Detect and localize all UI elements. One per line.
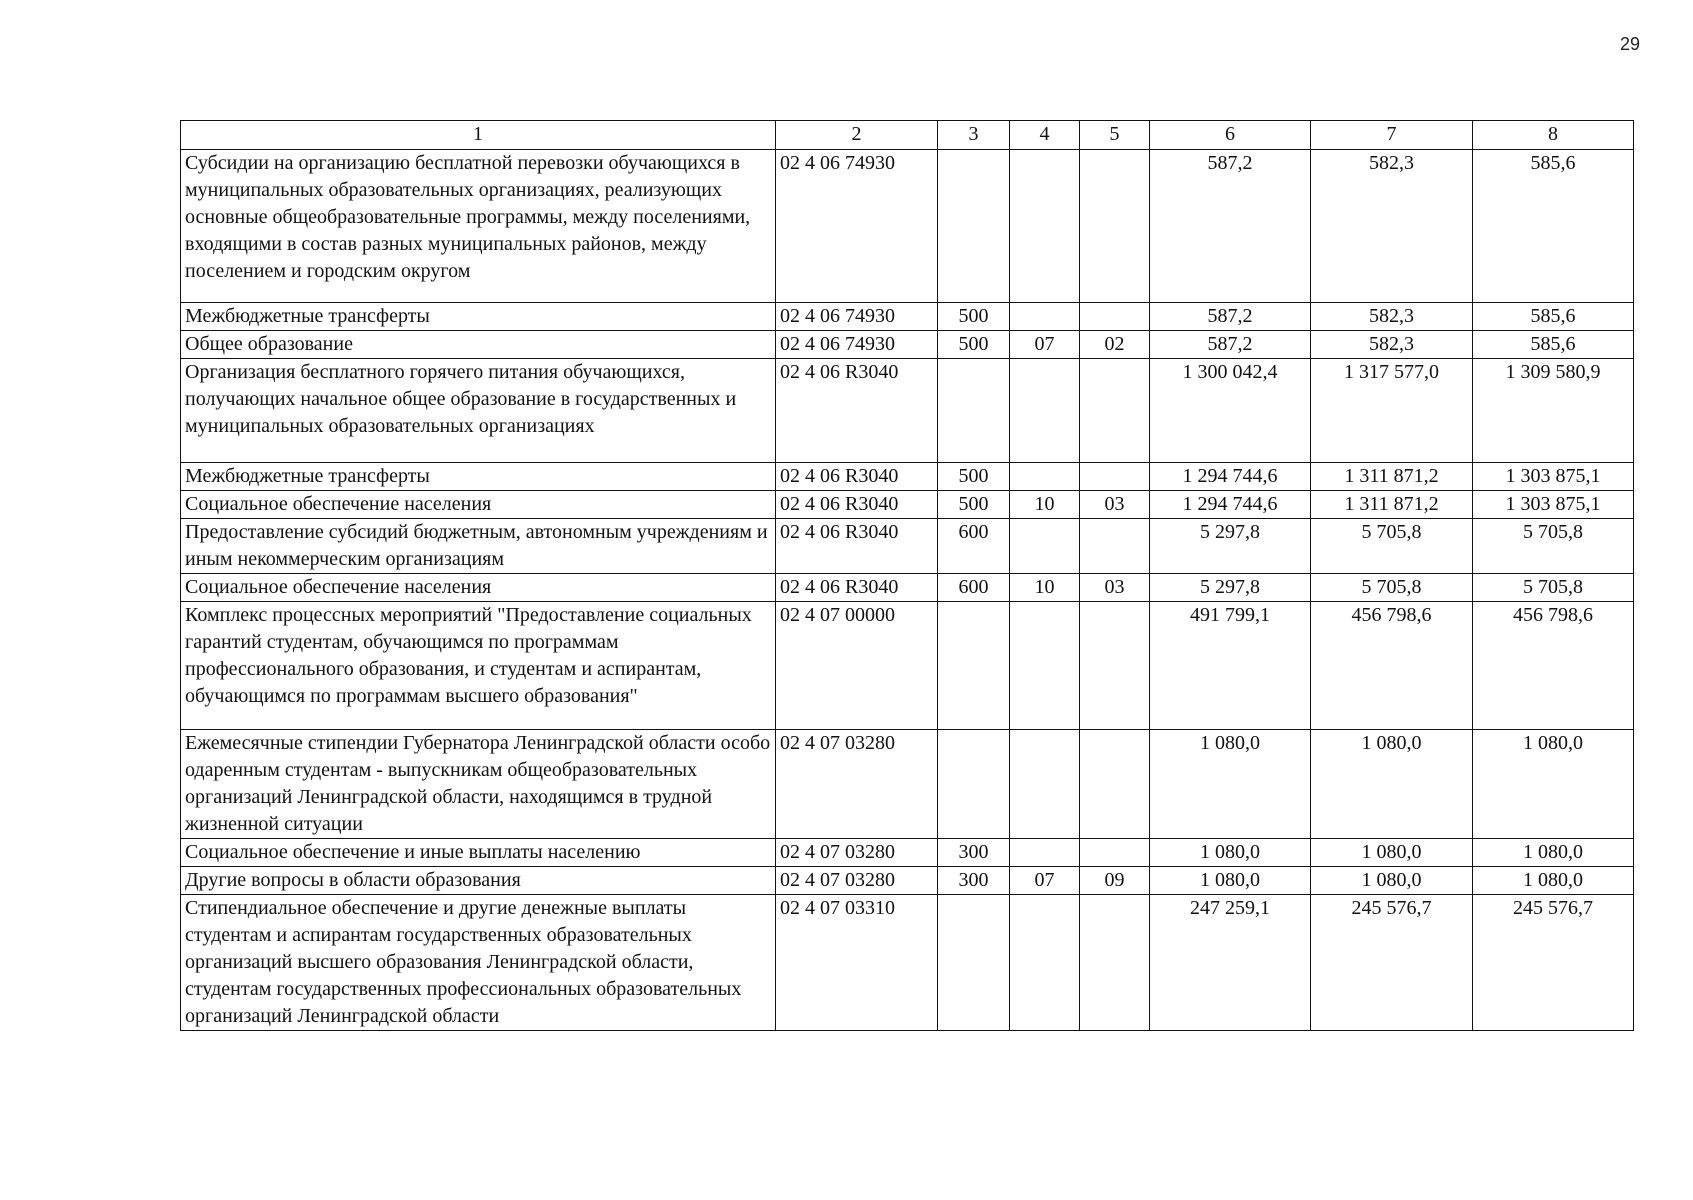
row-value7-cell: 582,3 bbox=[1311, 331, 1473, 359]
row-value8-cell: 5 705,8 bbox=[1473, 519, 1634, 574]
table-row bbox=[181, 519, 1634, 574]
column-header: 3 bbox=[938, 121, 1010, 150]
row-value7-cell: 1 080,0 bbox=[1311, 867, 1473, 895]
row-value8-cell: 5 705,8 bbox=[1473, 574, 1634, 602]
row-value7-cell: 456 798,6 bbox=[1311, 602, 1473, 730]
row-col5-cell: 03 bbox=[1080, 574, 1150, 602]
row-code-cell: 02 4 06 R3040 bbox=[776, 491, 938, 519]
row-col5-cell bbox=[1080, 602, 1150, 730]
row-col4-cell bbox=[1010, 463, 1080, 491]
row-col4-cell bbox=[1010, 150, 1080, 303]
row-name-cell: Межбюджетные трансферты bbox=[181, 463, 776, 491]
row-col3-cell bbox=[938, 150, 1010, 303]
row-code-cell: 02 4 06 74930 bbox=[776, 150, 938, 303]
row-value6-cell: 1 080,0 bbox=[1150, 730, 1311, 839]
row-col3-cell: 500 bbox=[938, 491, 1010, 519]
row-name-cell: Межбюджетные трансферты bbox=[181, 303, 776, 331]
row-code-cell: 02 4 06 R3040 bbox=[776, 574, 938, 602]
table-row bbox=[181, 150, 1634, 303]
row-name-cell: Социальное обеспечение и иные выплаты населению bbox=[181, 839, 776, 867]
row-code-cell: 02 4 07 03280 bbox=[776, 839, 938, 867]
row-value6-cell: 5 297,8 bbox=[1150, 574, 1311, 602]
row-value8-cell: 1 080,0 bbox=[1473, 730, 1634, 839]
table-row bbox=[181, 602, 1634, 730]
row-col4-cell: 10 bbox=[1010, 574, 1080, 602]
row-value8-cell: 245 576,7 bbox=[1473, 895, 1634, 1031]
row-name-cell: Социальное обеспечение населения bbox=[181, 491, 776, 519]
row-value7-cell: 1 080,0 bbox=[1311, 839, 1473, 867]
row-col4-cell bbox=[1010, 730, 1080, 839]
row-col5-cell bbox=[1080, 730, 1150, 839]
row-col5-cell: 09 bbox=[1080, 867, 1150, 895]
table-row bbox=[181, 867, 1634, 895]
table-row bbox=[181, 730, 1634, 839]
row-col3-cell: 500 bbox=[938, 331, 1010, 359]
row-name-cell: Общее образование bbox=[181, 331, 776, 359]
row-value7-cell: 582,3 bbox=[1311, 303, 1473, 331]
row-value8-cell: 1 080,0 bbox=[1473, 867, 1634, 895]
row-col4-cell bbox=[1010, 519, 1080, 574]
row-col3-cell: 500 bbox=[938, 303, 1010, 331]
row-code-cell: 02 4 06 74930 bbox=[776, 303, 938, 331]
row-name-cell: Предоставление субсидий бюджетным, автономным учреждениям и иным некоммерческим организациям bbox=[181, 519, 776, 574]
row-col4-cell bbox=[1010, 303, 1080, 331]
column-header: 1 bbox=[181, 121, 776, 150]
row-col3-cell: 300 bbox=[938, 867, 1010, 895]
row-value7-cell: 1 080,0 bbox=[1311, 730, 1473, 839]
row-col3-cell: 500 bbox=[938, 463, 1010, 491]
table-row bbox=[181, 574, 1634, 602]
row-col4-cell bbox=[1010, 895, 1080, 1031]
row-value7-cell: 582,3 bbox=[1311, 150, 1473, 303]
row-code-cell: 02 4 06 R3040 bbox=[776, 463, 938, 491]
row-code-cell: 02 4 07 03310 bbox=[776, 895, 938, 1031]
row-col4-cell bbox=[1010, 359, 1080, 463]
table-row bbox=[181, 303, 1634, 331]
row-code-cell: 02 4 07 03280 bbox=[776, 730, 938, 839]
row-value7-cell: 1 317 577,0 bbox=[1311, 359, 1473, 463]
row-value7-cell: 245 576,7 bbox=[1311, 895, 1473, 1031]
row-name-cell: Другие вопросы в области образования bbox=[181, 867, 776, 895]
row-value8-cell: 585,6 bbox=[1473, 303, 1634, 331]
row-value7-cell: 5 705,8 bbox=[1311, 574, 1473, 602]
row-col3-cell bbox=[938, 730, 1010, 839]
row-col4-cell bbox=[1010, 602, 1080, 730]
row-col4-cell bbox=[1010, 839, 1080, 867]
column-header: 4 bbox=[1010, 121, 1080, 150]
row-value6-cell: 491 799,1 bbox=[1150, 602, 1311, 730]
table-header-row bbox=[181, 121, 1634, 150]
table-body bbox=[181, 150, 1634, 1031]
column-header: 2 bbox=[776, 121, 938, 150]
row-value8-cell: 585,6 bbox=[1473, 331, 1634, 359]
row-value8-cell: 585,6 bbox=[1473, 150, 1634, 303]
table-row bbox=[181, 491, 1634, 519]
row-col5-cell bbox=[1080, 839, 1150, 867]
table-row bbox=[181, 463, 1634, 491]
row-col5-cell: 02 bbox=[1080, 331, 1150, 359]
row-code-cell: 02 4 06 74930 bbox=[776, 331, 938, 359]
row-value7-cell: 1 311 871,2 bbox=[1311, 491, 1473, 519]
row-value6-cell: 1 294 744,6 bbox=[1150, 463, 1311, 491]
row-col5-cell bbox=[1080, 150, 1150, 303]
row-value6-cell: 587,2 bbox=[1150, 150, 1311, 303]
table-row bbox=[181, 839, 1634, 867]
table-row bbox=[181, 895, 1634, 1031]
row-name-cell: Ежемесячные стипендии Губернатора Ленинградской области особо одаренным студентам - выпускникам общеобразовательных организаций Ленинградской области, находящимся в трудной жизненной ситуации bbox=[181, 730, 776, 839]
row-name-cell: Социальное обеспечение населения bbox=[181, 574, 776, 602]
row-col5-cell bbox=[1080, 463, 1150, 491]
row-value6-cell: 1 080,0 bbox=[1150, 867, 1311, 895]
page-number: 29 bbox=[1620, 34, 1641, 54]
column-header: 5 bbox=[1080, 121, 1150, 150]
row-value6-cell: 247 259,1 bbox=[1150, 895, 1311, 1031]
row-name-cell: Стипендиальное обеспечение и другие денежные выплаты студентам и аспирантам государственных образовательных организаций высшего образования Ленинградской области, студентам государственных профессиональных образовательных организаций Ленинградской области bbox=[181, 895, 776, 1031]
row-value6-cell: 5 297,8 bbox=[1150, 519, 1311, 574]
row-value8-cell: 1 303 875,1 bbox=[1473, 491, 1634, 519]
row-col3-cell bbox=[938, 359, 1010, 463]
row-col4-cell: 07 bbox=[1010, 867, 1080, 895]
row-value8-cell: 1 303 875,1 bbox=[1473, 463, 1634, 491]
row-name-cell: Субсидии на организацию бесплатной перевозки обучающихся в муниципальных образовательных организациях, реализующих основные общеобразовательные программы, между поселениями, входящими в состав разных муниципальных районов, между поселением и городским округом bbox=[181, 150, 776, 303]
column-header: 6 bbox=[1150, 121, 1311, 150]
row-value8-cell: 456 798,6 bbox=[1473, 602, 1634, 730]
row-value6-cell: 587,2 bbox=[1150, 331, 1311, 359]
row-value6-cell: 1 300 042,4 bbox=[1150, 359, 1311, 463]
row-col5-cell bbox=[1080, 303, 1150, 331]
row-name-cell: Комплекс процессных мероприятий "Предоставление социальных гарантий студентам, обучающимся по программам профессионального образования, и студентам и аспирантам, обучающимся по программам высшего образования" bbox=[181, 602, 776, 730]
row-code-cell: 02 4 07 03280 bbox=[776, 867, 938, 895]
row-col4-cell: 10 bbox=[1010, 491, 1080, 519]
column-header: 8 bbox=[1473, 121, 1634, 150]
row-value8-cell: 1 080,0 bbox=[1473, 839, 1634, 867]
row-col3-cell: 600 bbox=[938, 519, 1010, 574]
row-col3-cell bbox=[938, 602, 1010, 730]
row-value8-cell: 1 309 580,9 bbox=[1473, 359, 1634, 463]
row-col3-cell: 600 bbox=[938, 574, 1010, 602]
row-value7-cell: 1 311 871,2 bbox=[1311, 463, 1473, 491]
row-col5-cell bbox=[1080, 359, 1150, 463]
row-col3-cell bbox=[938, 895, 1010, 1031]
row-code-cell: 02 4 06 R3040 bbox=[776, 519, 938, 574]
row-value6-cell: 587,2 bbox=[1150, 303, 1311, 331]
row-value7-cell: 5 705,8 bbox=[1311, 519, 1473, 574]
row-value6-cell: 1 294 744,6 bbox=[1150, 491, 1311, 519]
row-name-cell: Организация бесплатного горячего питания обучающихся, получающих начальное общее образование в государственных и муниципальных образовательных организациях bbox=[181, 359, 776, 463]
row-value6-cell: 1 080,0 bbox=[1150, 839, 1311, 867]
table-row bbox=[181, 359, 1634, 463]
row-code-cell: 02 4 06 R3040 bbox=[776, 359, 938, 463]
table-row bbox=[181, 331, 1634, 359]
row-col5-cell: 03 bbox=[1080, 491, 1150, 519]
budget-table bbox=[180, 120, 1634, 1031]
row-col5-cell bbox=[1080, 895, 1150, 1031]
row-col5-cell bbox=[1080, 519, 1150, 574]
column-header: 7 bbox=[1311, 121, 1473, 150]
row-col3-cell: 300 bbox=[938, 839, 1010, 867]
row-col4-cell: 07 bbox=[1010, 331, 1080, 359]
row-code-cell: 02 4 07 00000 bbox=[776, 602, 938, 730]
